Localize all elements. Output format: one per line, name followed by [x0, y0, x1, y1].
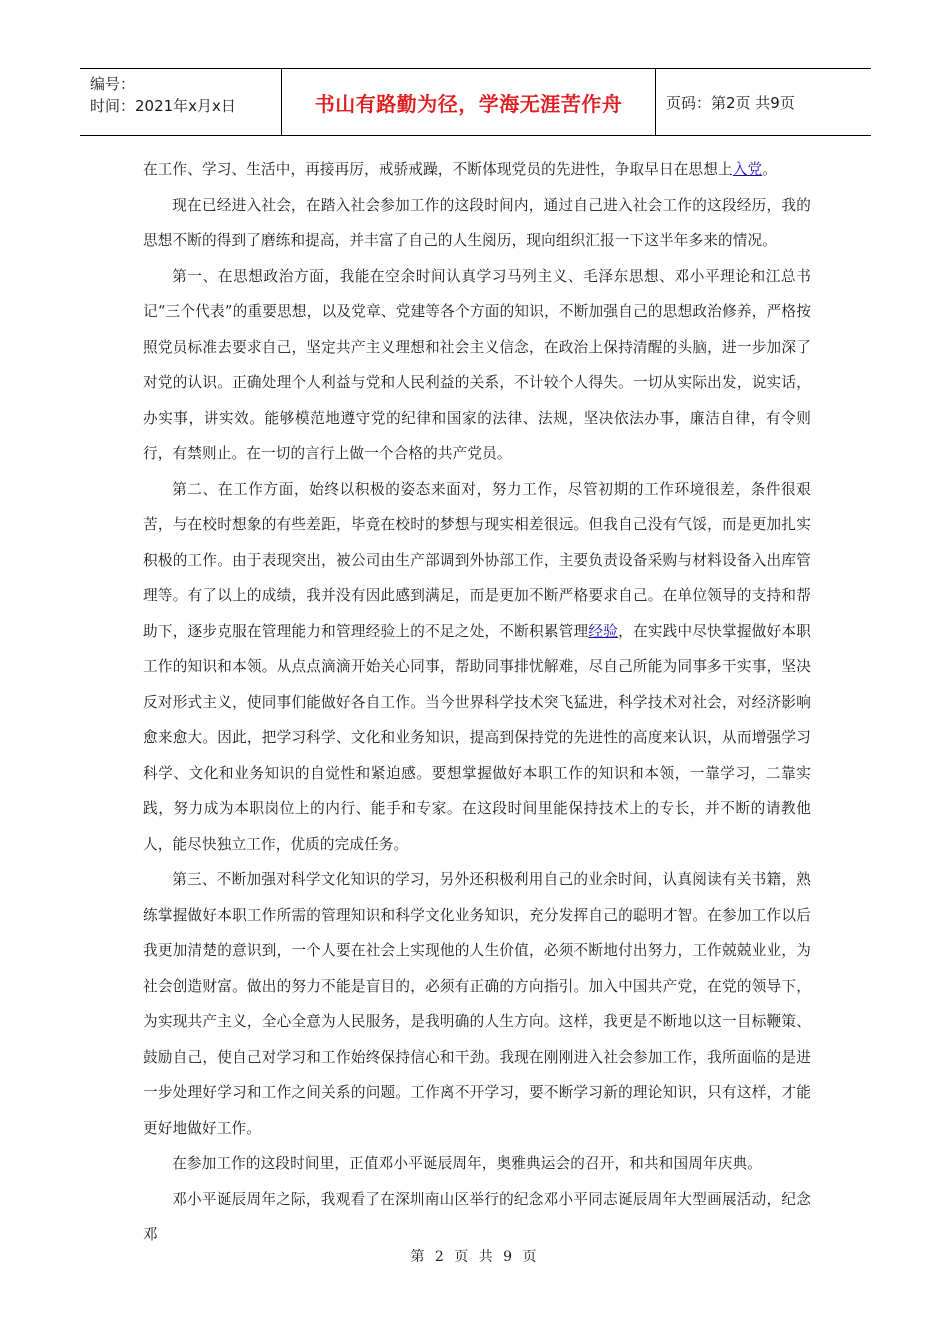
paragraph-2: 第一、在思想政治方面，我能在空余时间认真学习马列主义、毛泽东思想、邓小平理论和江总书记“三个代表”的重要思想，以及党章、党建等各个方面的知识，不断加强自己的思想政治修养，严格按照党员标准去要求自己，坚定共产主义理想和社会主义信念，在政治上保持清醒的头脑，进一步加深了对党的认识。正确处理个人利益与党和人民利益的关系，不计较个人得失。一切从实际出发，说实话，办实事，讲实效。能够模范地遵守党的纪律和国家的法律、法规，坚决依法办事，廉洁自律，有令则行，有禁则止。在一切的言行上做一个合格的共产党员。	[143, 267, 811, 462]
paragraph-3	[143, 472, 811, 863]
header-motto-cell	[282, 69, 656, 135]
number-label: 编号：	[90, 75, 136, 93]
paragraph-3-text-b: ，在实践中尽快掌握做好本职工作的知识和本领。从点点滴滴开始关心同事，帮助同事排忧解难，尽自己所能为同事多干实事，坚决反对形式主义，使同事们能做好各自工作。当今世界科学技术突飞猛进，科学技术对社会，对经济影响愈来愈大。因此，把学习科学、文化和业务知识，提高到保持党的先进性的高度来认识，从而增强学习科学、文化和业务知识的自觉性和紧迫感。要想掌握做好本职工作的知识和本领，一靠学习，二靠实践，努力成为本职岗位上的内行、能手和专家。在这段时间里能保持技术上的专长，并不断的请教他人，能尽快独立工作，优质的完成任务。	[143, 622, 811, 853]
paragraph-6: 邓小平诞辰周年之际，我观看了在深圳南山区举行的纪念邓小平同志诞辰周年大型画展活动，纪念邓	[143, 1190, 811, 1243]
paragraph-0-text: 在工作、学习、生活中，再接再厉，戒骄戒躁，不断体现党员的先进性，争取早日在思想上	[143, 161, 733, 178]
page-footer: 第 2 页 共 9 页	[410, 1249, 540, 1265]
header-meta-cell	[80, 69, 282, 135]
paragraph-0	[143, 152, 811, 188]
document-body	[143, 152, 811, 1253]
motto-text: 书山有路勤为径，学海无涯苦作舟	[314, 91, 623, 116]
experience-link[interactable]: 经验	[588, 622, 619, 640]
paragraph-1: 现在已经进入社会，在踏入社会参加工作的这段时间内，通过自己进入社会工作的这段经历，我的思想不断的得到了磨练和提高，并丰富了自己的人生阅历，现向组织汇报一下这半年多来的情况。	[143, 196, 811, 249]
header-page-cell	[656, 69, 871, 135]
paragraph-4: 第三、不断加强对科学文化知识的学习，另外还积极利用自己的业余时间，认真阅读有关书籍，熟练掌握做好本职工作所需的管理知识和科学文化业务知识，充分发挥自己的聪明才智。在参加工作以后我更加清楚的意识到，一个人要在社会上实现他的人生价值，必须不断地付出努力，工作兢兢业业，为社会创造财富。做出的努力不能是盲目的，必须有正确的方向指引。加入中国共产党，在党的领导下，为实现共产主义，全心全意为人民服务，是我明确的人生方向。这样，我更是不断地以这一目标鞭策、鼓励自己，使自己对学习和工作始终保持信心和干劲。我现在刚刚进入社会参加工作，我所面临的是进一步处理好学习和工作之间关系的问题。工作离不开学习，要不断学习新的理论知识，只有这样，才能更好地做好工作。	[143, 871, 811, 1137]
page-label: 页码：第2页 共9页	[666, 93, 795, 112]
paragraph-0-end: 。	[762, 161, 778, 178]
document-header	[80, 68, 871, 136]
join-party-link[interactable]: 入党	[732, 161, 763, 178]
time-label: 时间：2021年x月x日	[90, 97, 236, 115]
paragraph-5: 在参加工作的这段时间里，正值邓小平诞辰周年，奥雅典运会的召开，和共和国周年庆典。	[172, 1155, 762, 1172]
paragraph-3-text-a: 第二、在工作方面，始终以积极的姿态来面对，努力工作，尽管初期的工作环境很差，条件很艰苦，与在校时想象的有些差距，毕竟在校时的梦想与现实相差很远。但我自己没有气馁，而是更加扎实积极的工作。由于表现突出，被公司由生产部调到外协部工作，主要负责设备采购与材料设备入出库管理等。有了以上的成绩，我并没有因此感到满足，而是更加不断严格要求自己。在单位领导的支持和帮助下，逐步克服在管理能力和管理经验上的不足之处，不断积累管理	[143, 480, 811, 640]
